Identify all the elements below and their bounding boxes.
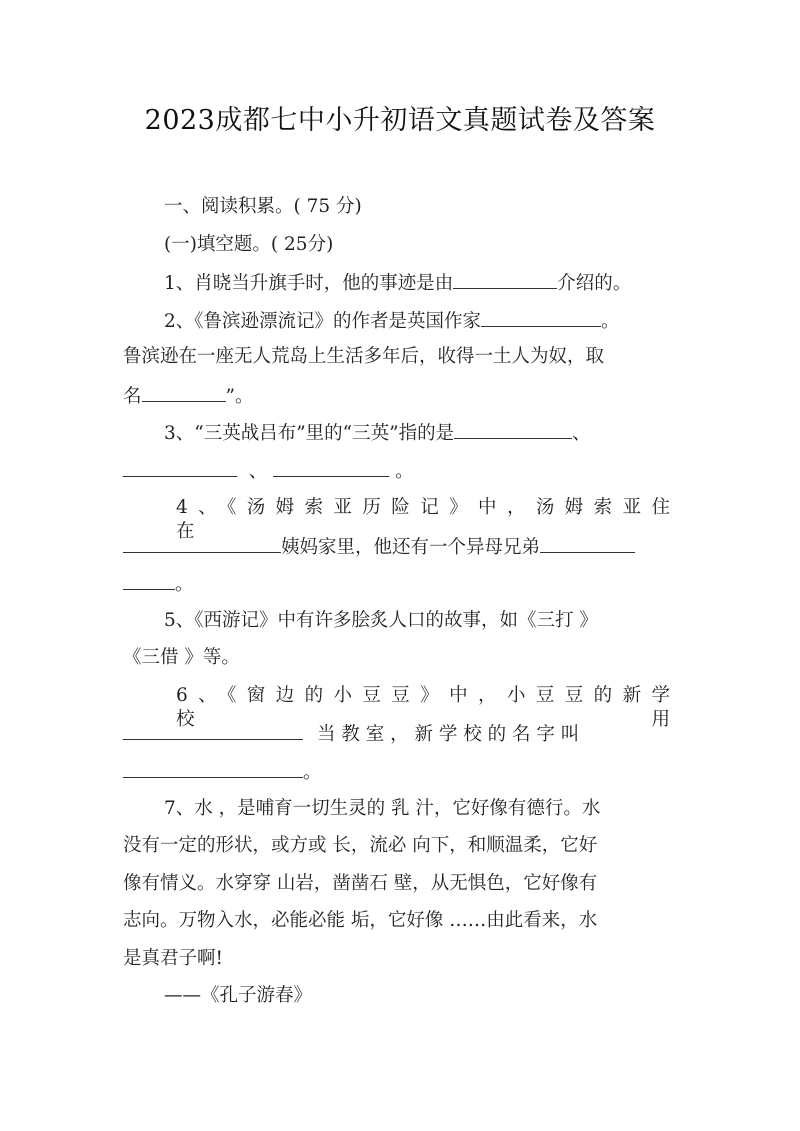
question-2	[164, 308, 720, 334]
question-3	[164, 420, 720, 446]
question-text: 。	[303, 762, 322, 783]
subsection-heading: (一)填空题。( 25分)	[164, 234, 334, 255]
question-4: 4、《汤姆索亚历险记》中，汤姆索亚住在	[176, 497, 679, 542]
answer-blank[interactable]	[123, 534, 281, 553]
answer-blank[interactable]	[273, 458, 389, 477]
page-title: 2023成都七中小升初语文真题试卷及答案	[144, 105, 656, 136]
question-text: 、	[572, 423, 591, 444]
answer-blank[interactable]	[123, 759, 303, 778]
question-text: 、	[248, 461, 268, 482]
answer-blank[interactable]	[540, 534, 635, 553]
question-7-line-5: 是真君子啊!	[123, 948, 223, 969]
answer-blank[interactable]	[123, 721, 303, 740]
question-text: 。	[395, 461, 414, 482]
question-5: 5、《西游记》中有许多脍炙人口的故事，如《三打 》	[164, 610, 598, 631]
question-5-line-2: 《三借 》等。	[123, 647, 240, 668]
question-text: 。	[601, 311, 620, 332]
question-6: 6、《窗边的小豆豆》中，小豆豆的新学校用	[176, 685, 679, 730]
question-text: 3、“三英战吕布”里的“三英”指的是	[164, 423, 455, 444]
answer-blank[interactable]	[123, 458, 237, 477]
section-heading: 一、阅读积累。( 75 分)	[164, 196, 362, 217]
question-6-line-3	[123, 759, 679, 785]
question-2-line-3	[123, 383, 679, 409]
question-text: 当 教 室 ， 新 学 校 的 名 字 叫	[317, 724, 580, 745]
question-7-line-4: 志向。万物入水，必能必能 垢，它好像 ……由此看来，水	[123, 910, 598, 931]
question-7-line-2: 没有一定的形状，或方或 长，流必 向下，和顺温柔，它好	[123, 835, 598, 856]
question-text: 1、肖晓当升旗手时，他的事迹是由	[164, 273, 454, 294]
passage-source: ——《孔子游春》	[164, 985, 313, 1006]
question-text: 2、《鲁滨逊漂流记》的作者是英国作家	[164, 311, 482, 332]
question-2-line-2: 鲁滨逊在一座无人荒岛上生活多年后，收得一土人为奴，取	[123, 346, 605, 367]
answer-blank[interactable]	[454, 420, 572, 439]
question-text: 。	[175, 574, 194, 595]
question-text: 介绍的。	[557, 273, 632, 294]
question-4-line-3	[123, 571, 679, 597]
answer-blank[interactable]	[123, 571, 175, 590]
question-text: 名	[123, 386, 142, 407]
answer-blank[interactable]	[142, 383, 226, 402]
question-7-line-3: 像有情义。水穿穿 山岩，凿凿石 壁，从无惧色，它好像有	[123, 873, 598, 894]
question-text: ”。	[225, 386, 254, 407]
question-6-line-2	[123, 721, 679, 747]
question-1	[164, 270, 720, 296]
question-text: 姨妈家里，他还有一个异母兄弟	[281, 537, 541, 558]
question-3-line-2	[123, 458, 679, 484]
answer-blank[interactable]	[481, 308, 601, 327]
question-7-line-1: 7、水 ，是哺育一切生灵的 乳 汁，它好像有德行。水	[164, 798, 601, 819]
answer-blank[interactable]	[453, 270, 557, 289]
question-4-line-2	[123, 534, 679, 560]
